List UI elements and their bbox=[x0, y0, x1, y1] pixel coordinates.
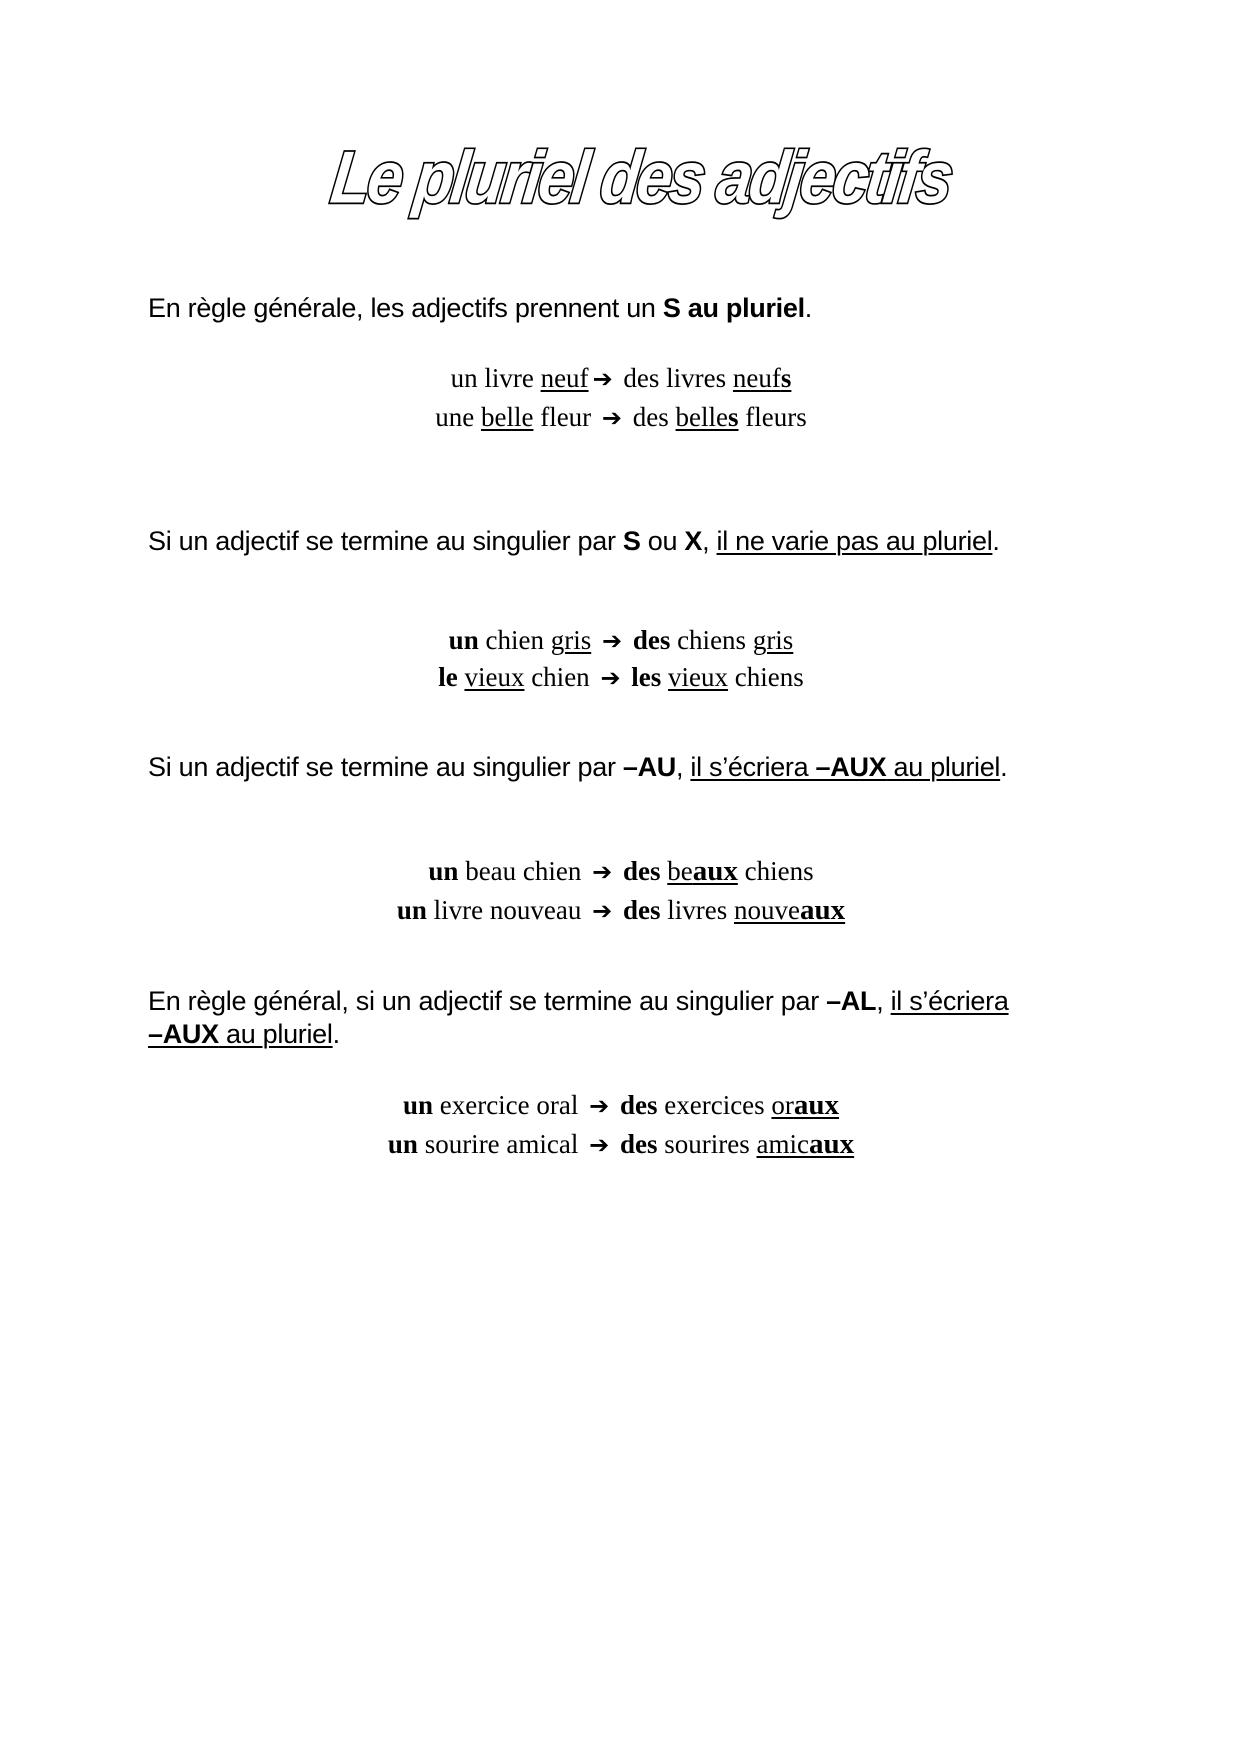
text-run: exercice oral bbox=[432, 1090, 586, 1120]
text-run: sourire amical bbox=[417, 1129, 586, 1159]
emphasis-text: des bbox=[632, 625, 671, 655]
example-block bbox=[0, 359, 1242, 437]
text-run: une bbox=[435, 402, 481, 432]
text-run: fleur bbox=[533, 402, 598, 432]
text-run: des bbox=[626, 402, 676, 432]
text-run: Si un adjectif se termine au singulier par bbox=[148, 752, 623, 782]
text-run: . bbox=[804, 293, 812, 323]
underlined-text: gris bbox=[752, 625, 794, 655]
underlined-text: vieux bbox=[464, 662, 525, 692]
example-line bbox=[0, 622, 1242, 659]
example-line bbox=[0, 1125, 1242, 1164]
text-run: , bbox=[675, 752, 691, 782]
text-run: livre nouveau bbox=[426, 895, 589, 925]
arrow-right-icon: ➔ bbox=[601, 404, 623, 432]
title-container bbox=[0, 135, 1242, 250]
example-line bbox=[0, 891, 1242, 930]
text-run: chiens bbox=[728, 662, 804, 692]
underlined-text: il ne varie pas au pluriel bbox=[716, 526, 993, 556]
text-run: un livre bbox=[450, 363, 541, 393]
text-run bbox=[613, 1090, 620, 1120]
emphasis-text: aux bbox=[793, 1089, 840, 1121]
arrow-right-icon: ➔ bbox=[589, 1131, 610, 1159]
text-run: . bbox=[1000, 752, 1008, 782]
underlined-text: nouve bbox=[734, 895, 800, 925]
emphasis-text: aux bbox=[808, 1128, 855, 1160]
emphasis-text: –AUX bbox=[148, 1019, 219, 1049]
emphasis-text: –AL bbox=[826, 986, 877, 1016]
emphasis-text: des bbox=[619, 1129, 658, 1159]
underlined-text: au pluriel bbox=[886, 752, 1001, 782]
emphasis-text: S bbox=[622, 526, 641, 556]
emphasis-text: un bbox=[396, 895, 427, 925]
emphasis-text: aux bbox=[799, 894, 846, 926]
text-run: . bbox=[332, 1019, 340, 1049]
text-run: exercices bbox=[657, 1090, 772, 1120]
emphasis-text: un bbox=[428, 856, 459, 886]
text-run bbox=[616, 856, 623, 886]
text-run bbox=[591, 625, 598, 655]
arrow-right-icon: ➔ bbox=[592, 897, 613, 925]
emphasis-text: –AUX bbox=[815, 752, 887, 782]
rule-paragraph bbox=[148, 525, 1028, 558]
text-run: , bbox=[876, 986, 891, 1016]
text-run: sourires bbox=[657, 1129, 757, 1159]
emphasis-text: un bbox=[448, 625, 479, 655]
example-line bbox=[0, 659, 1242, 696]
underlined-text: il s’écriera bbox=[890, 986, 1009, 1016]
text-run: En règle générale, les adjectifs prennent un bbox=[148, 293, 663, 323]
example-block bbox=[0, 852, 1242, 930]
underlined-text: vieux bbox=[668, 662, 729, 692]
underlined-text: neuf bbox=[732, 363, 781, 393]
text-run: Si un adjectif se termine au singulier par bbox=[148, 526, 623, 556]
underlined-text: amic bbox=[756, 1129, 809, 1159]
emphasis-text: un bbox=[402, 1090, 433, 1120]
rule-paragraph bbox=[148, 751, 1028, 784]
underlined-text: au pluriel bbox=[218, 1019, 333, 1049]
underlined-text: belle bbox=[480, 402, 534, 432]
underlined-text: gris bbox=[550, 625, 592, 655]
underlined-text: neuf bbox=[540, 363, 589, 393]
text-run: . bbox=[992, 526, 1000, 556]
emphasis-text: –AU bbox=[622, 752, 676, 782]
emphasis-text: un bbox=[387, 1129, 418, 1159]
example-line bbox=[0, 398, 1242, 437]
emphasis-text: X bbox=[684, 526, 703, 556]
emphasis-text: aux bbox=[692, 855, 738, 887]
underlined-text: be bbox=[667, 856, 693, 886]
arrow-right-icon: ➔ bbox=[589, 1092, 610, 1120]
emphasis-text: s bbox=[728, 402, 739, 432]
emphasis-text: des bbox=[622, 856, 661, 886]
emphasis-text: les bbox=[631, 662, 662, 692]
arrow-right-icon: ➔ bbox=[592, 858, 613, 886]
emphasis-text: s bbox=[780, 363, 792, 393]
arrow-right-icon: ➔ bbox=[600, 664, 621, 692]
emphasis-text: des bbox=[619, 1090, 658, 1120]
rule-paragraph bbox=[148, 292, 1028, 325]
example-line bbox=[0, 359, 1242, 398]
example-line bbox=[0, 1086, 1242, 1125]
page-title: Le pluriel des adjectifs bbox=[326, 135, 956, 219]
text-run: chien bbox=[524, 662, 597, 692]
underlined-text: or bbox=[771, 1090, 794, 1120]
emphasis-text: le bbox=[438, 662, 458, 692]
underlined-text: il s’écriera bbox=[690, 752, 816, 782]
arrow-right-icon: ➔ bbox=[592, 365, 613, 393]
text-run bbox=[613, 1129, 620, 1159]
text-run bbox=[626, 625, 633, 655]
emphasis-text: des bbox=[622, 895, 661, 925]
text-run: , bbox=[702, 526, 717, 556]
text-run bbox=[616, 895, 623, 925]
example-line bbox=[0, 852, 1242, 891]
text-run: chiens bbox=[737, 856, 814, 886]
text-run: fleurs bbox=[738, 402, 807, 432]
text-run: beau chien bbox=[458, 856, 589, 886]
example-block bbox=[0, 622, 1242, 696]
text-run: des livres bbox=[616, 363, 733, 393]
arrow-right-icon: ➔ bbox=[601, 627, 623, 655]
rule-paragraph bbox=[148, 985, 1028, 1051]
emphasis-text: S au pluriel bbox=[662, 293, 805, 323]
text-run: chien bbox=[478, 625, 551, 655]
text-run: livres bbox=[660, 895, 734, 925]
underlined-text: belle bbox=[675, 402, 729, 432]
text-run: chiens bbox=[670, 625, 753, 655]
text-run: En règle général, si un adjectif se termine au singulier par bbox=[148, 986, 827, 1016]
example-block bbox=[0, 1086, 1242, 1164]
text-run: ou bbox=[640, 526, 685, 556]
